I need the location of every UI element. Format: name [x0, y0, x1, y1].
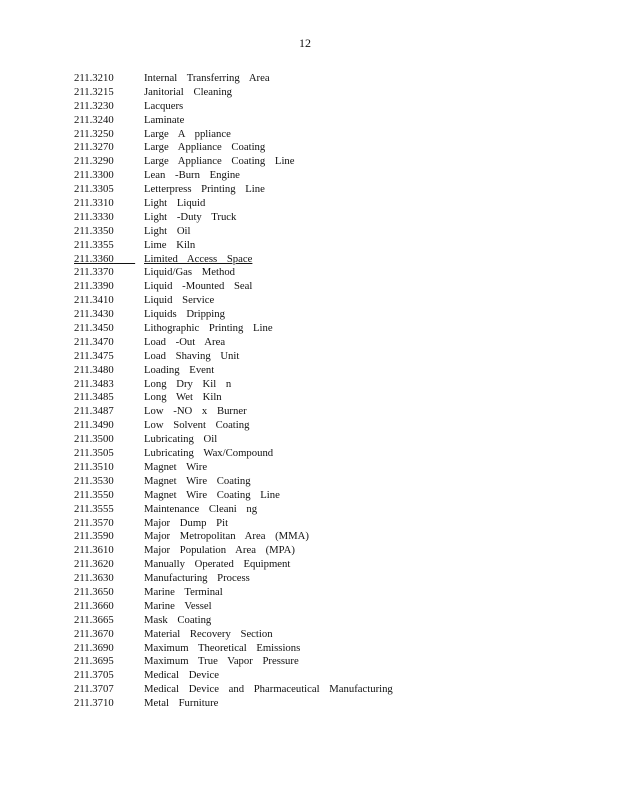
defined-term: Maintenance Cleani ng: [144, 502, 258, 515]
defined-term: Lacquers: [144, 99, 184, 112]
defined-term: Magnet Wire: [144, 460, 208, 473]
defined-term: Medical Device and Pharmaceutical Manufacturing: [144, 683, 393, 696]
defined-term: Lubricating Oil: [144, 433, 218, 446]
section-number: 211.3670: [74, 627, 114, 640]
section-number: 211.3480: [74, 363, 114, 376]
section-number: 211.3360: [74, 252, 114, 265]
defined-term: Long Wet Kiln: [144, 391, 222, 404]
defined-term: Light Liquid: [144, 197, 206, 210]
defined-term: Internal Transferring Area: [144, 72, 270, 84]
defined-term: Marine Vessel: [144, 599, 212, 612]
defined-term: Metal Furniture: [144, 697, 219, 710]
section-number: 211.3270: [74, 141, 114, 154]
defined-term: Lubricating Wax/Compound: [144, 447, 274, 460]
section-number: 211.3710: [74, 697, 114, 710]
defined-term: Major Metropolitan Area (MMA): [144, 530, 309, 543]
defined-term: Marine Terminal: [144, 585, 223, 598]
section-number: 211.3410: [74, 294, 114, 307]
section-number: 211.3570: [74, 516, 114, 529]
section-number: 211.3690: [74, 641, 114, 654]
defined-term: Liquid/Gas Method: [144, 266, 236, 279]
defined-term: Lime Kiln: [144, 238, 196, 251]
section-number: 211.3240: [74, 113, 114, 126]
section-number: 211.3555: [74, 502, 114, 515]
section-number: 211.3290: [74, 155, 114, 168]
section-number: 211.3390: [74, 280, 114, 293]
section-number: 211.3695: [74, 655, 114, 668]
section-number: 211.3350: [74, 224, 114, 237]
defined-term: Large Appliance Coating: [144, 141, 266, 154]
section-number: 211.3630: [74, 572, 114, 585]
section-number: 211.3250: [74, 127, 114, 140]
defined-term: Low -NO x Burner: [144, 405, 247, 418]
page-number: 12: [299, 36, 311, 50]
defined-term: Liquid Service: [144, 294, 215, 307]
section-number: 211.3475: [74, 349, 114, 362]
defined-term: Mask Coating: [144, 613, 212, 626]
section-number: 211.3305: [74, 183, 114, 196]
section-number: 211.3330: [74, 210, 114, 223]
section-number: 211.3370: [74, 266, 114, 279]
section-number: 211.3590: [74, 530, 114, 543]
section-number: 211.3355: [74, 238, 114, 251]
section-number: 211.3550: [74, 488, 114, 501]
defined-term: Major Population Area (MPA): [144, 544, 295, 557]
section-number: 211.3705: [74, 669, 114, 682]
defined-term: Load Shaving Unit: [144, 349, 240, 362]
section-number: 211.3660: [74, 599, 114, 612]
defined-term: Major Dump Pit: [144, 516, 229, 529]
section-number: 211.3300: [74, 169, 114, 182]
defined-term: Magnet Wire Coating: [144, 474, 251, 487]
section-number: 211.3707: [74, 683, 114, 696]
defined-term: Liquids Dripping: [144, 308, 225, 321]
defined-term: Laminate: [144, 113, 185, 126]
section-number: 211.3490: [74, 419, 114, 432]
section-number: 211.3500: [74, 433, 114, 446]
section-number: 211.3215: [74, 85, 114, 98]
section-number: 211.3230: [74, 99, 114, 112]
defined-term: Lithographic Printing Line: [144, 322, 273, 335]
defined-term: Manufacturing Process: [144, 572, 250, 585]
section-number: 211.3487: [74, 405, 114, 418]
defined-term: Maximum Theoretical Emissions: [144, 641, 301, 654]
defined-term: Loading Event: [144, 363, 215, 376]
section-number: 211.3210: [74, 72, 114, 84]
section-number: 211.3483: [74, 377, 114, 390]
section-number: 211.3620: [74, 558, 114, 571]
section-number: 211.3470: [74, 335, 114, 348]
defined-term: Load -Out Area: [144, 335, 226, 348]
defined-term: Material Recovery Section: [144, 627, 273, 640]
section-number: 211.3610: [74, 544, 114, 557]
section-number: 211.3505: [74, 447, 114, 460]
section-number: 211.3650: [74, 585, 114, 598]
defined-term: Magnet Wire Coating Line: [144, 488, 280, 501]
defined-term: Light Oil: [144, 224, 191, 237]
section-number: 211.3510: [74, 460, 114, 473]
defined-term: Large A ppliance: [144, 127, 231, 140]
section-number: 211.3310: [74, 197, 114, 210]
defined-term: Maximum True Vapor Pressure: [144, 655, 299, 668]
section-number: 211.3665: [74, 613, 114, 626]
section-number: 211.3430: [74, 308, 114, 321]
defined-term: Low Solvent Coating: [144, 419, 250, 432]
defined-term: Liquid -Mounted Seal: [144, 280, 253, 293]
defined-term: Lean -Burn Engine: [144, 169, 240, 182]
defined-term: Medical Device: [144, 669, 219, 682]
section-number: 211.3450: [74, 322, 114, 335]
defined-term: Limited Access Space: [144, 252, 253, 265]
section-number: 211.3530: [74, 474, 114, 487]
defined-term: Large Appliance Coating Line: [144, 155, 295, 168]
defined-term: Janitorial Cleaning: [144, 85, 233, 98]
defined-term: Letterpress Printing Line: [144, 183, 265, 196]
defined-term: Long Dry Kil n: [144, 377, 232, 390]
defined-term: Light -Duty Truck: [144, 210, 237, 223]
defined-term: Manually Operated Equipment: [144, 558, 291, 571]
section-number: 211.3485: [74, 391, 114, 404]
